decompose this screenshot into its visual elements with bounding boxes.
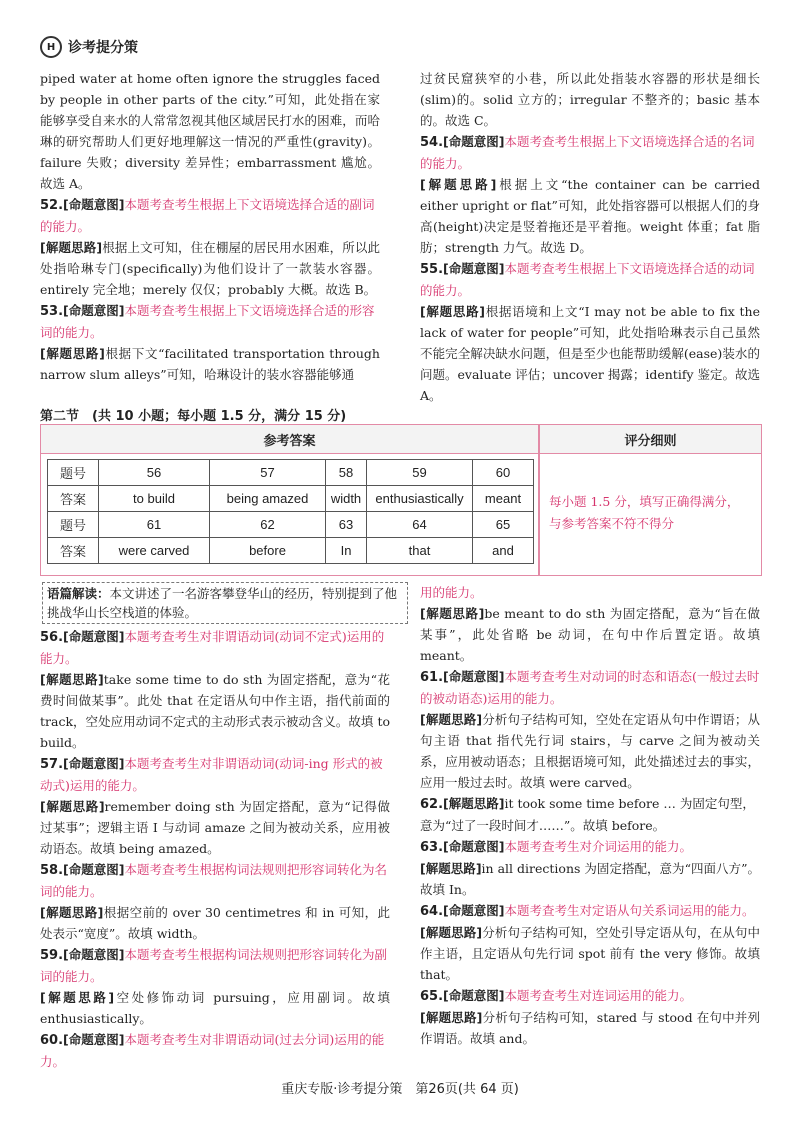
q63-intent: 63.[命题意图]本题考查考生对介词运用的能力。 xyxy=(420,839,692,855)
table-cell: enthusiastically xyxy=(367,486,473,512)
table-cell: were carved xyxy=(99,538,210,564)
q58-solution: [解题思路]根据空前的 over 30 centimetres 和 in 可知，此处表示“宽度”。故填 width。 xyxy=(40,905,390,941)
q57-intent: 57.[命题意图]本题考查考生对非谓语动词(动词-ing 形式的被动式)运用的能力。 xyxy=(40,756,383,793)
q52-solution: [解题思路]根据上文可知，住在棚屋的居民用水困难，所以此处指哈琳专门(specifically)为他们设计了一款装水容器。entirely 完全地；merely 仅仅；probably 大概。故选 B。 xyxy=(40,240,380,297)
table-cell: 57 xyxy=(210,460,326,486)
page-footer: 重庆专版·诊考提分策 第26页(共 64 页) xyxy=(281,1082,519,1097)
q57-solution: [解题思路]remember doing sth 为固定搭配，意为“记得做过某事”；逻辑主语 I 与动词 amaze 之间为被动关系，应用被动语态。故填 being amazed。 xyxy=(40,799,390,856)
left-column-bottom xyxy=(40,626,390,1072)
q60-intent: 60.[命题意图]本题考查考生对非谓语动词(过去分词)运用的能力。 xyxy=(40,1032,385,1069)
q59-solution: [解题思路]空处修饰动词 pursuing，应用副词。故填 enthusiastically。 xyxy=(40,990,390,1026)
passage-summary: 语篇解读：本文讲述了一名游客攀登华山的经历，特别提到了他挑战华山长空栈道的体验。 xyxy=(42,582,408,624)
brand-logo-icon: H xyxy=(40,36,62,58)
q61-intent: 61.[命题意图]本题考查考生对动词的时态和语态(一般过去时的被动语态)运用的能力。 xyxy=(420,669,760,706)
table-cell: 58 xyxy=(326,460,367,486)
answer-box xyxy=(40,424,762,576)
q55-solution: [解题思路]根据语境和上文“I may not be able to fix the lack of water for people”可知，此处指哈琳表示自己虽然不能完全解决缺水问题，但是至少也能帮助缓解(ease)装水的问题。evaluate 评估；uncover 揭露；identify 鉴定。故选 A。 xyxy=(420,304,761,403)
q56-intent: 56.[命题意图]本题考查考生对非谓语动词(动词不定式)运用的能力。 xyxy=(40,629,385,666)
table-cell: 63 xyxy=(326,512,367,538)
table-cell: width xyxy=(326,486,367,512)
header-divider xyxy=(41,453,761,454)
table-cell: 答案 xyxy=(48,538,99,564)
table-row xyxy=(48,512,534,538)
brand-name: 诊考提分策 xyxy=(68,40,138,56)
q65-intent: 65.[命题意图]本题考查考生对连词运用的能力。 xyxy=(420,988,692,1004)
q64-solution: [解题思路]分析句子结构可知，空处引导定语从句，在从句中作主语，且定语从句先行词 spot 前有 the very 修饰。故填 that。 xyxy=(420,925,760,982)
q61-solution: [解题思路]分析句子结构可知，空处在定语从句中作谓语；从句主语 that 指代先行词 stairs，与 carve 之间为被动关系，应用被动语态；且根据语境可知，此处描述过去的事实，应用一般过去时。故填 were carved。 xyxy=(420,712,760,790)
table-cell: In xyxy=(326,538,367,564)
q65-solution: [解题思路]分析句子结构可知，stared 与 stood 在句中并列作谓语。故填 and。 xyxy=(420,1010,760,1046)
table-cell: 64 xyxy=(367,512,473,538)
table-cell: 65 xyxy=(473,512,534,538)
q53-intent: 53.[命题意图]本题考查考生根据上下文语境选择合适的形容词的能力。 xyxy=(40,303,375,340)
table-cell: 题号 xyxy=(48,512,99,538)
table-cell: 56 xyxy=(99,460,210,486)
table-row xyxy=(48,486,534,512)
table-row xyxy=(48,460,534,486)
q54-intent: 54.[命题意图]本题考查考生根据上下文语境选择合适的名词的能力。 xyxy=(420,134,755,171)
q55-intent: 55.[命题意图]本题考查考生根据上下文语境选择合适的动词的能力。 xyxy=(420,261,755,298)
q53-solution: [解题思路]根据下文“facilitated transportation through narrow slum alleys”可知，哈琳设计的装水容器能够通 xyxy=(40,346,380,382)
table-cell: to build xyxy=(99,486,210,512)
page-header xyxy=(40,36,138,58)
table-cell: 答案 xyxy=(48,486,99,512)
table-cell: that xyxy=(367,538,473,564)
section-title: 第二节 (共 10 小题；每小题 1.5 分，满分 15 分) xyxy=(40,409,347,424)
table-cell: being amazed xyxy=(210,486,326,512)
q59-intent: 59.[命题意图]本题考查考生根据构词法规则把形容词转化为副词的能力。 xyxy=(40,947,387,984)
q62-intent: 62.[解题思路]it took some time before … 为固定句型，意为“过了一段时间才……”。故填 before。 xyxy=(420,796,755,833)
table-cell: 60 xyxy=(473,460,534,486)
table-cell: 62 xyxy=(210,512,326,538)
scoring-rule: 每小题 1.5 分，填写正确得满分，与参考答案不符不得分 xyxy=(549,494,740,531)
q53-continuation: 过贫民窟狭窄的小巷，所以此处指装水容器的形状是细长(slim)的。solid 立方的；irregular 不整齐的；basic 基本的。故选 C。 xyxy=(420,71,760,128)
q56-solution: [解题思路]take some time to do sth 为固定搭配，意为“花费时间做某事”。此处 that 在定语从句中作主语，指代前面的 track，空处应用动词不定式的主动形式表示被动含义。故填 to build。 xyxy=(40,672,390,750)
table-cell: 题号 xyxy=(48,460,99,486)
q63-solution: [解题思路]in all directions 为固定搭配，意为“四面八方”。故填 In。 xyxy=(420,861,760,897)
scoring-header: 评分细则 xyxy=(540,425,761,453)
right-column-bottom xyxy=(420,582,760,1049)
q60-intent-continuation: 用的能力。 xyxy=(420,585,483,600)
table-cell: and xyxy=(473,538,534,564)
q54-solution: [解题思路]根据上文“the container can be carried either upright or flat”可知，此处指容器可以根据人们的身高(height)决定是竖着拖还是平着拖。weight 体重；fat 脂肪；strength 力气。故选 D。 xyxy=(420,177,760,255)
q64-intent: 64.[命题意图]本题考查考生对定语从句关系词运用的能力。 xyxy=(420,903,755,919)
q60-solution: [解题思路]be meant to do sth 为固定搭配，意为“旨在做某事”，此处省略 be 动词，在句中作后置定语。故填 meant。 xyxy=(420,606,761,663)
left-column-top xyxy=(40,68,380,385)
column-divider xyxy=(538,425,540,575)
table-cell: 59 xyxy=(367,460,473,486)
table-cell: before xyxy=(210,538,326,564)
q58-intent: 58.[命题意图]本题考查考生根据构词法规则把形容词转化为名词的能力。 xyxy=(40,862,387,899)
table-cell: meant xyxy=(473,486,534,512)
answer-table xyxy=(47,459,534,564)
table-row xyxy=(48,538,534,564)
q52-intent: 52.[命题意图]本题考查考生根据上下文语境选择合适的副词的能力。 xyxy=(40,197,375,234)
q51-continuation: piped water at home often ignore the struggles faced by people in other parts of the city.”可知，此处指在家能够享受自来水的人常常忽视其他区域居民打水的困难，而哈琳的研究帮助人们更好地理解这一情况的严重性(gravity)。failure 失败；diversity 差异性；embarrassment 尴尬。故选 A。 xyxy=(40,71,380,191)
table-cell: 61 xyxy=(99,512,210,538)
right-column-top xyxy=(420,68,760,406)
reference-answer-header: 参考答案 xyxy=(41,425,538,453)
